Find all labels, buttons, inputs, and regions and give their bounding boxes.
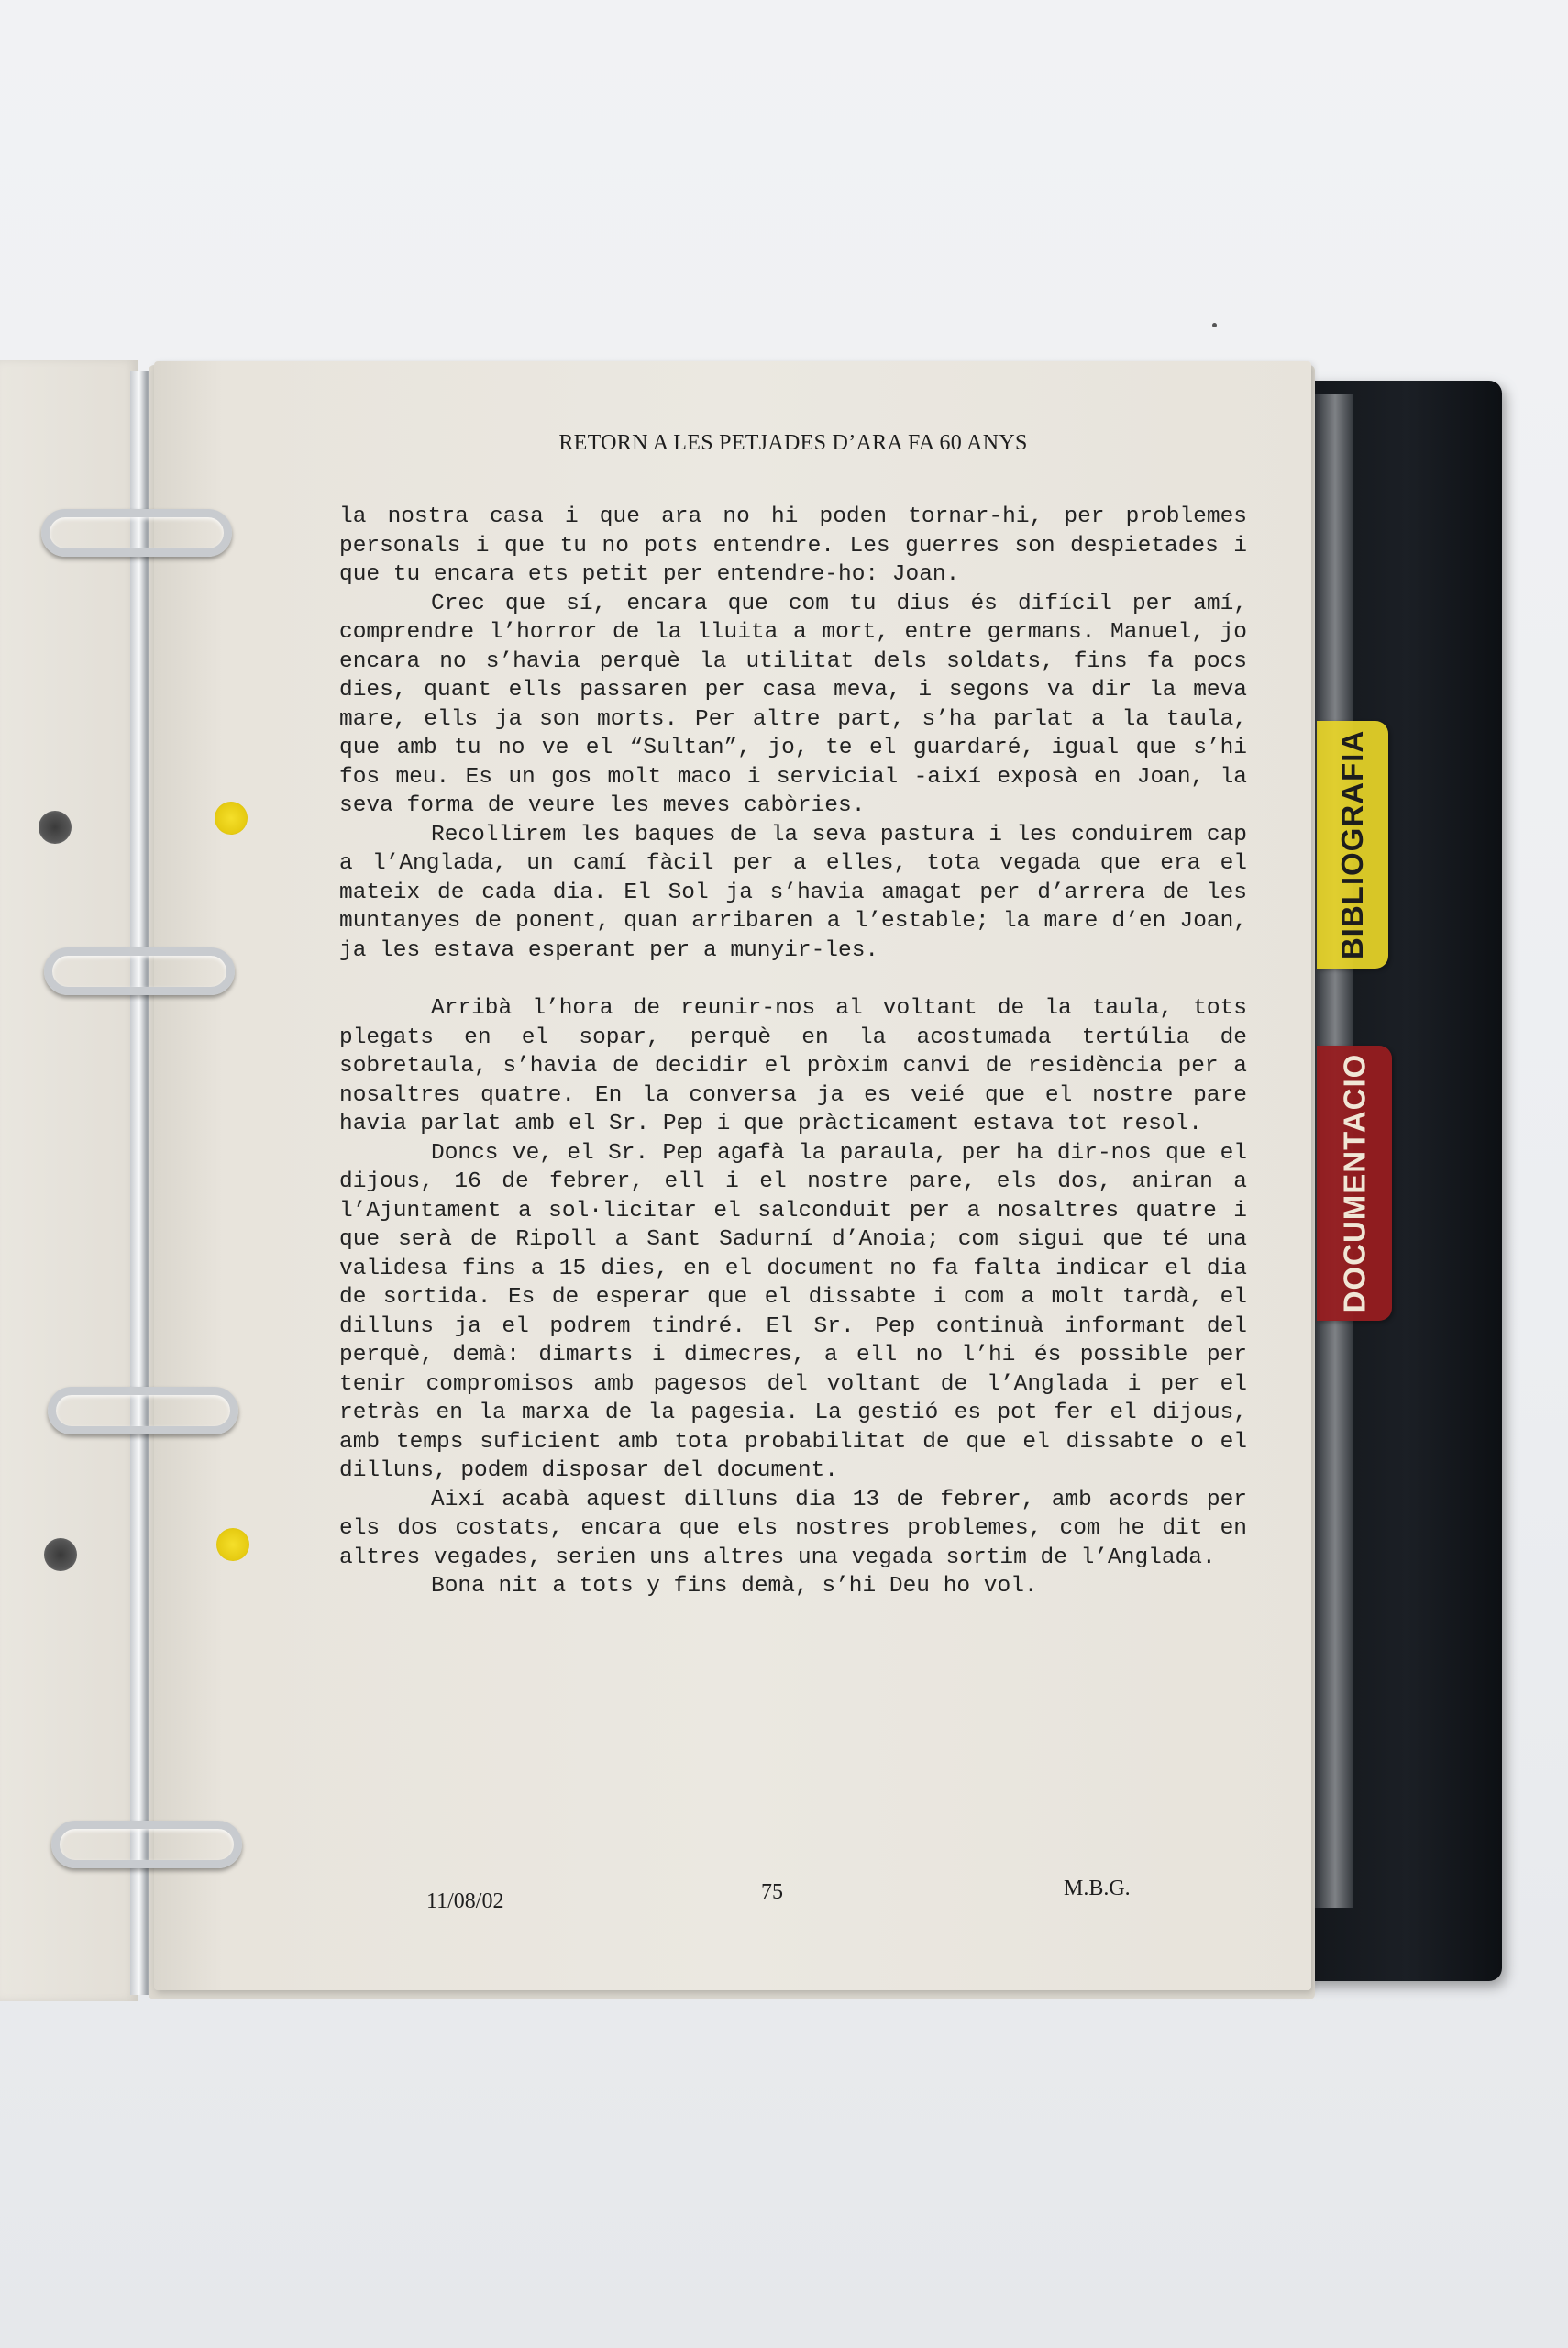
punch-hole-reinforced xyxy=(216,1528,249,1561)
footer-date: 11/08/02 xyxy=(426,1889,504,1913)
binder-ring xyxy=(44,947,235,995)
page-number: 75 xyxy=(761,1880,783,1904)
paragraph: Arribà l’hora de reunir-nos al voltant de la taula, tots plegats en el sopar, perquè en la acostumada tertúlia de sobretaula, s’havia de decidir el pròxim canvi de residència per a nosaltres quatre. En la conversa ja es veié que el nostre pare havia parlat amb el Sr. Pep i que pràcticament estava tot resol. xyxy=(339,996,1247,1136)
running-header: RETORN A LES PETJADES D’ARA FA 60 ANYS xyxy=(558,431,1028,455)
page-body xyxy=(339,503,1247,1601)
paragraph: Recollirem les baques de la seva pastura i les conduirem cap a l’Anglada, un camí fàcil per a elles, tota vegada que era el mateix de cada dia. El Sol ja s’havia amagat per d’arrera de les muntanyes de ponent, quan arribaren a l’estable; la mare d’en Joan, ja les estava esperant per a munyir-les. xyxy=(339,822,1247,963)
tab-bibliografia[interactable] xyxy=(1317,721,1388,969)
footer-author: M.B.G. xyxy=(1064,1877,1131,1900)
tab-documentacio[interactable] xyxy=(1317,1046,1392,1321)
tab-bibliografia-label: BIBLIOGRAFIA xyxy=(1335,729,1370,960)
paragraph: Així acabà aquest dilluns dia 13 de febrer, amb acords per els dos costats, encara que els nostres problemes, com he dit en altres vegades, serien uns altres una vegada sortim de l’Anglada. xyxy=(339,1487,1247,1570)
binder-ring xyxy=(48,1387,238,1434)
paragraph: la nostra casa i que ara no hi poden tornar-hi, per problemes personals i que tu no pots entendre. Les guerres son despietades i que tu encara ets petit per entendre-ho: Joan. xyxy=(339,504,1247,587)
paragraph: Crec que sí, encara que com tu dius és difícil per amí, comprendre l’horror de la lluita a mort, entre germans. Manuel, jo encara no s’havia perquè la utilitat dels soldats, fins fa pocs dies, quant ells passaren per casa meva, i segons va dir la meva mare, ells ja son morts. Per altre part, s’ha parlat a la taula, que amb tu no ve el “Sultan”, jo, te el guardaré, igual que s’hi fos meu. Es un gos molt maco i servicial -així exposà en Joan, la seva forma de veure les meves cabòries. xyxy=(339,591,1247,818)
paragraph: Doncs ve, el Sr. Pep agafà la paraula, per ha dir-nos que el dijous, 16 de febrer, ell i el nostre pare, els dos, aniran a l’Ajuntament a sol·licitar el salconduit per a nosaltres quatre i que serà de Ripoll a Sant Sadurní d’Anoia; com sigui que té una validesa fins a 15 dies, en el document no fa falta indicar el dia de sortida. Es de esperar que el dissabte i com a molt tardà, el dilluns ja el podrem tindré. El Sr. Pep continuà informant del perquè, demà: dimarts i dimecres, a ell no l’hi és possible per tenir compromisos amb pagesos del voltant de l’Anglada i per el retràs en la marxa de la pagesia. La gestió es pot fer el dijous, amb temps suficient amb tota probabilitat de que el dissabte o el dilluns, podem disposar del document. xyxy=(339,1140,1247,1483)
punch-hole xyxy=(44,1538,77,1571)
binder-ring xyxy=(41,509,232,557)
paragraph: Bona nit a tots y fins demà, s’hi Deu ho vol. xyxy=(431,1574,1038,1599)
dust-speck xyxy=(1212,323,1217,327)
tab-documentacio-label: DOCUMENTACIO xyxy=(1337,1053,1372,1313)
punch-hole xyxy=(39,811,72,844)
punch-hole-reinforced xyxy=(215,802,248,835)
binder-ring xyxy=(51,1821,242,1868)
left-page xyxy=(0,360,138,2001)
